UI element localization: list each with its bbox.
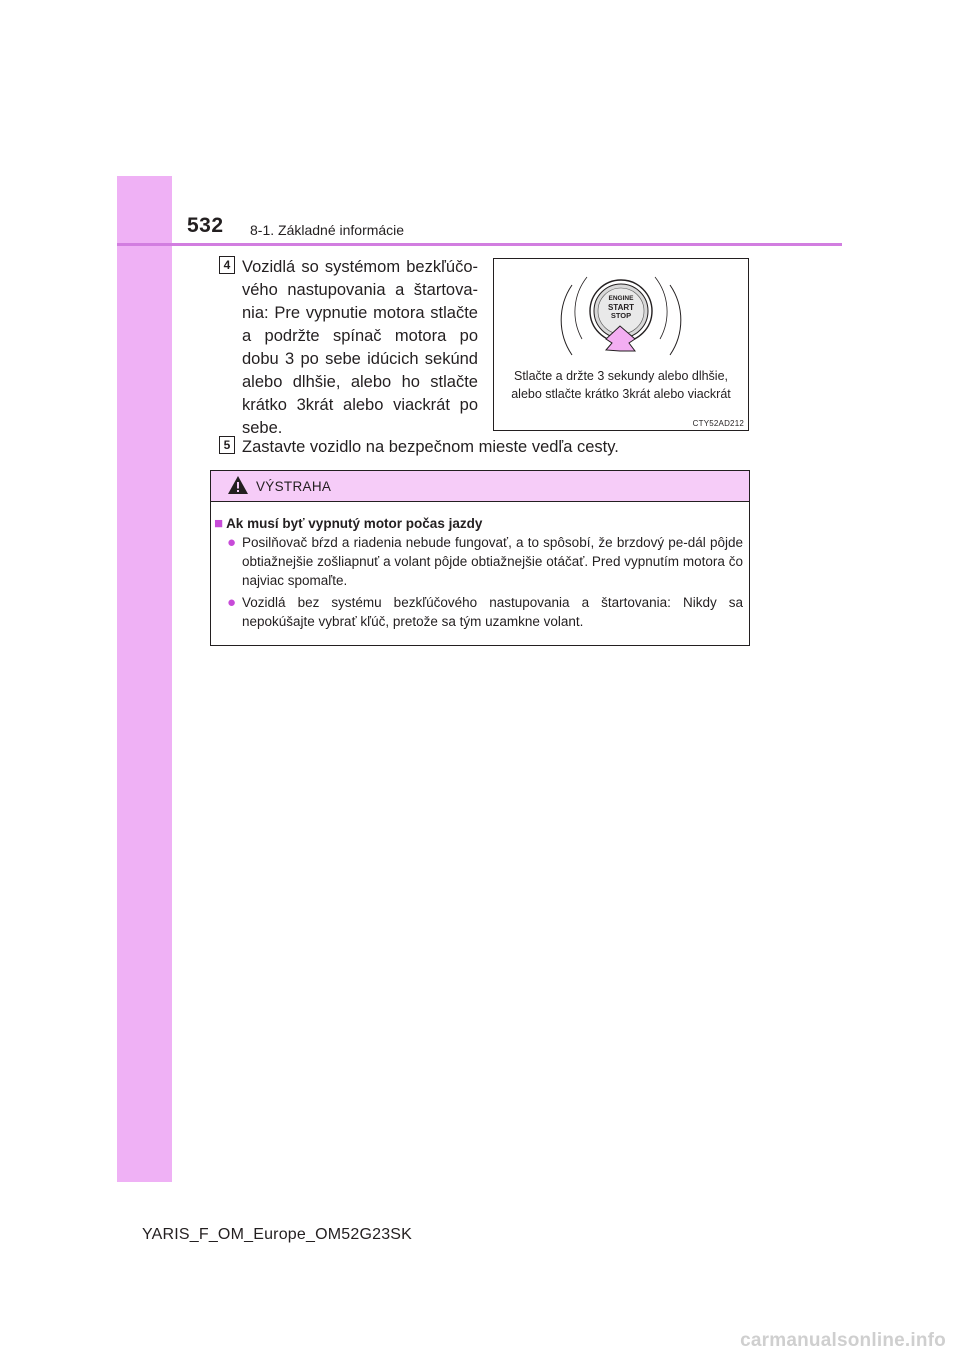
warning-bullet: [227, 533, 743, 590]
step-4-badge: 4: [219, 256, 235, 274]
watermark: carmanualsonline.info: [740, 1330, 946, 1351]
footer-doc-code: YARIS_F_OM_Europe_OM52G23SK: [141, 1226, 413, 1243]
footer: [0, 1226, 960, 1244]
button-label-stop: STOP: [610, 311, 632, 320]
figure-code: CTY52AD212: [692, 419, 744, 428]
warning-title: VÝSTRAHA: [256, 479, 332, 494]
step-5-badge: 5: [219, 436, 235, 454]
step-5-text: Zastavte vozidlo na bezpečnom mieste vedľa cesty.: [242, 438, 619, 456]
warning-bullet-text: Vozidlá bez systému bezkľúčového nastupovania a štartovania: Nikdy sa nepokúšajte vybrať kľúč, pretože sa tým uzamkne volant.: [242, 595, 743, 629]
square-bullet-icon: ■: [214, 515, 224, 532]
circle-bullet-icon: ●: [227, 534, 237, 551]
step-4-text: Vozidlá so systémom bezkľúčo-vého nastupovania a štartova-nia: Pre vypnutie motora stlačte a podržte spínač motora po dobu 3 po sebe idúcich sekúnd alebo dlhšie, alebo ho stlačte krátko 3krát alebo viackrát po sebe.: [242, 258, 478, 437]
side-band: [117, 176, 172, 1182]
figure-caption-line-2: alebo stlačte krátko 3krát alebo viackrát: [511, 387, 731, 401]
engine-switch-figure: [493, 258, 749, 431]
warning-heading-text: Ak musí byť vypnutý motor počas jazdy: [226, 516, 483, 531]
warning-bullet: [227, 593, 743, 631]
figure-caption-line-1: Stlačte a držte 3 sekundy alebo dlhšie,: [513, 369, 729, 383]
section-title: 8-1. Základné informácie: [250, 222, 405, 238]
engine-switch-illustration: [494, 259, 748, 430]
circle-bullet-icon: ●: [227, 594, 237, 611]
button-label-engine: ENGINE: [608, 295, 634, 302]
button-label-start: START: [607, 303, 635, 312]
header-rule: [117, 243, 842, 246]
warning-box: [210, 470, 750, 646]
page-number: 532: [187, 214, 224, 237]
warning-header: [211, 471, 749, 502]
warning-bullet-text: Posilňovač bŕzd a riadenia nebude fungovať, a to spôsobí, že brzdový pe-dál pôjde obtiažnejšie zošliapnuť a volant pôjde obtiažnejšie otáčať. Pred vypnutím motora čo najviac spomaľte.: [242, 535, 743, 588]
warning-triangle-icon: [227, 475, 249, 495]
warning-heading: [214, 515, 482, 532]
figure-caption: [494, 367, 748, 403]
